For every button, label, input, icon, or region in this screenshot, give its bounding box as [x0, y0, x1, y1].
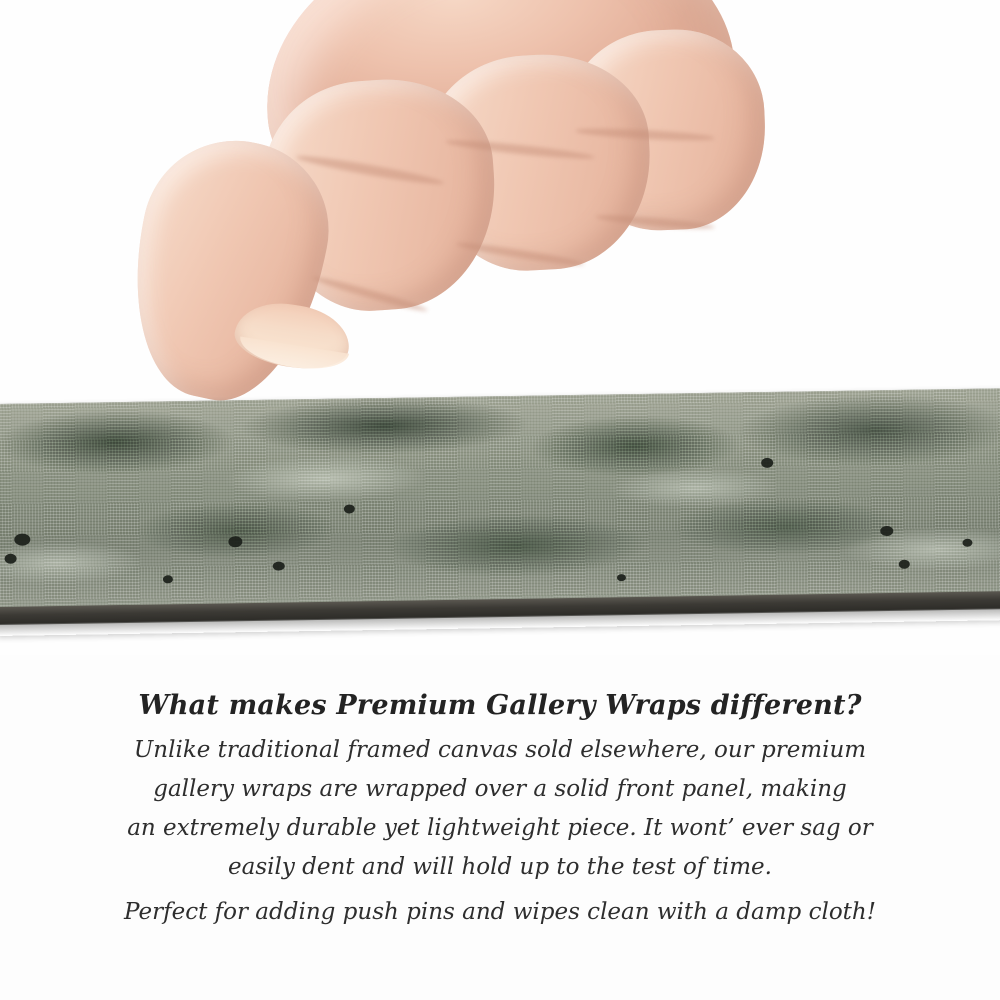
gallery-wrap-canvas — [0, 388, 1000, 636]
canvas-weave-texture — [0, 388, 1000, 609]
caption-line-2: gallery wraps are wrapped over a solid front panel, making — [153, 776, 847, 802]
caption-line-4: easily dent and will hold up to the test of time. — [228, 854, 772, 880]
caption-line-3: an extremely durable yet lightweight piece. It wont’ ever sag or — [127, 815, 873, 841]
caption-closing-line: Perfect for adding push pins and wipes clean with a damp cloth! — [124, 899, 876, 925]
hand-illustration — [95, 0, 715, 430]
caption-title: What makes Premium Gallery Wraps different? — [138, 690, 862, 721]
caption-block — [0, 690, 1000, 932]
caption-line-1: Unlike traditional framed canvas sold elsewhere, our premium — [133, 737, 867, 763]
